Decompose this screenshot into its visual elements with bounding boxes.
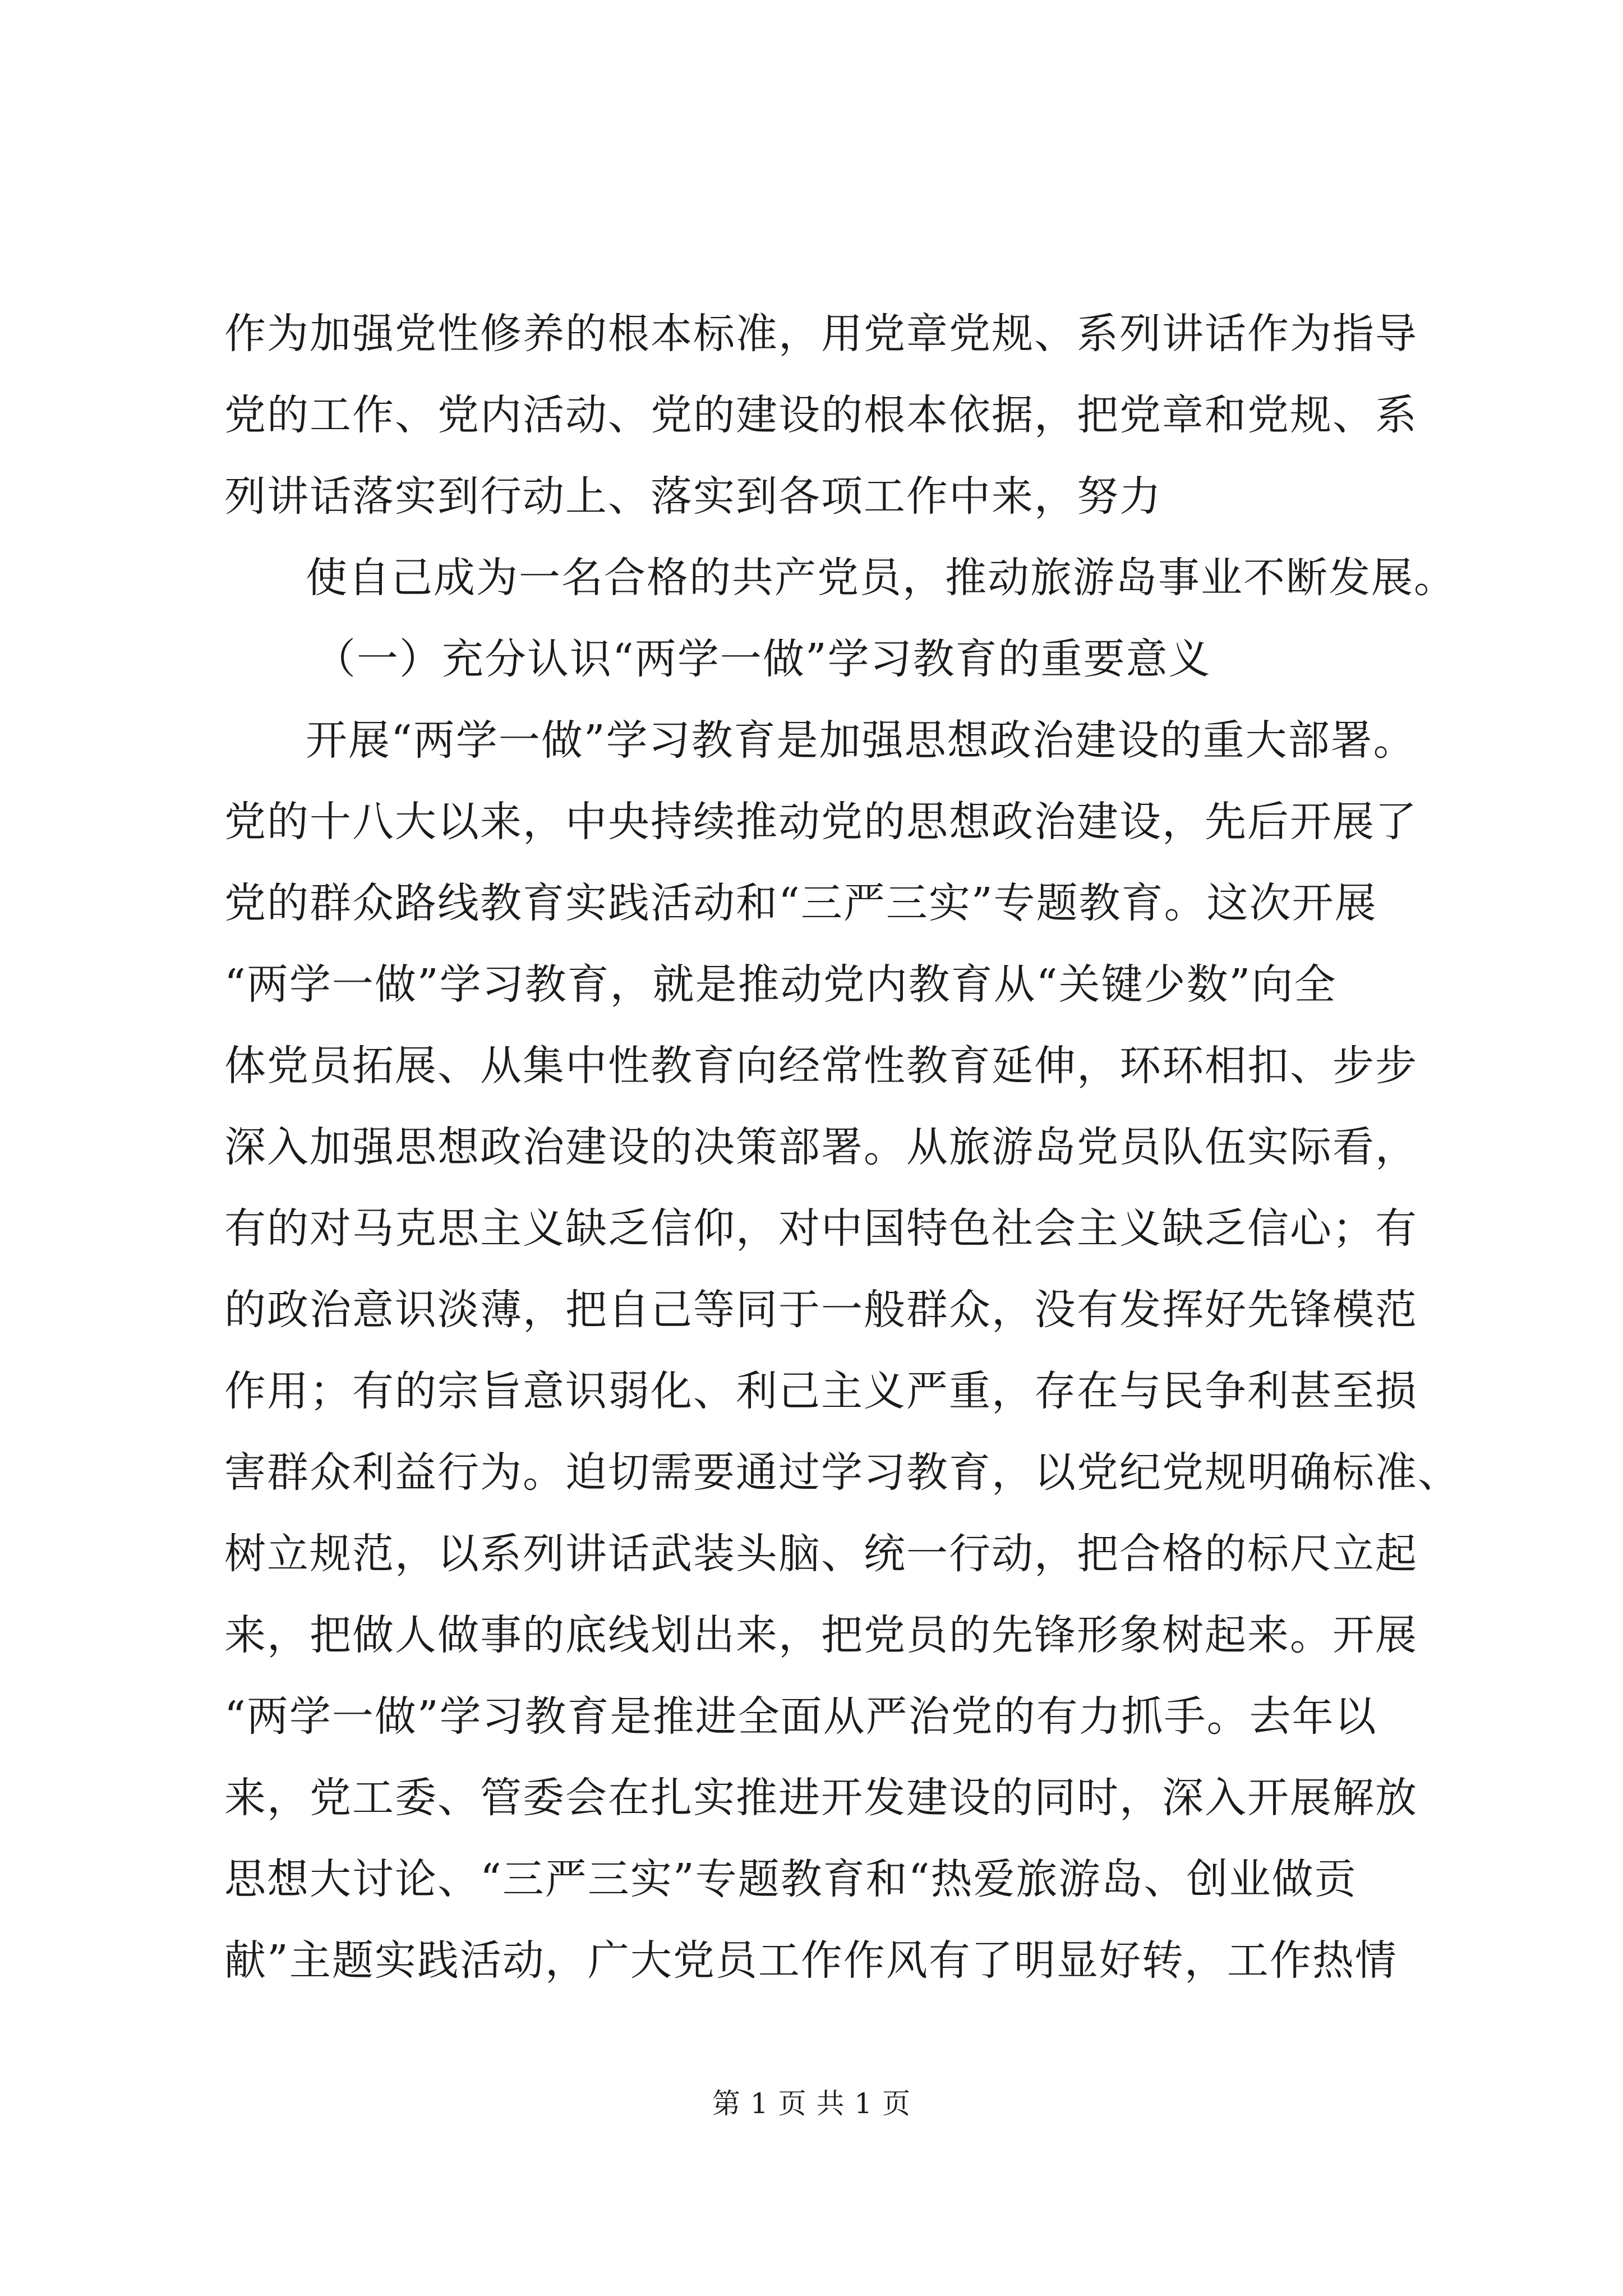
text-line: “两学一做”学习教育，就是推动党内教育从“关键少数”向全	[224, 960, 1337, 1009]
text-line: 献”主题实践活动，广大党员工作作风有了明显好转，工作热情	[224, 1936, 1398, 1985]
text-line: 害群众利益行为。迫切需要通过学习教育，以党纪党规明确标准、	[224, 1448, 1460, 1497]
text-line: 来，把做人做事的底线划出来，把党员的先锋形象树起来。开展	[224, 1611, 1418, 1659]
text-line: 体党员拓展、从集中性教育向经常性教育延伸，环环相扣、步步	[224, 1042, 1418, 1090]
text-line: 来，党工委、管委会在扎实推进开发建设的同时，深入开展解放	[224, 1774, 1418, 1822]
text-line: 党的十八大以来，中央持续推动党的思想政治建设，先后开展了	[224, 798, 1418, 846]
text-line: 党的群众路线教育实践活动和“三严三实”专题教育。这次开展	[224, 879, 1377, 927]
text-line: 的政治意识淡薄，把自己等同于一般群众，没有发挥好先锋模范	[224, 1286, 1418, 1334]
text-line: 开展“两学一做”学习教育是加强思想政治建设的重大部署。	[306, 716, 1416, 765]
text-line: 作用；有的宗旨意识弱化、利己主义严重，存在与民争利甚至损	[224, 1367, 1418, 1415]
text-line: “两学一做”学习教育是推进全面从严治党的有力抓手。去年以	[224, 1692, 1377, 1741]
page-footer: 第 1 页 共 1 页	[712, 2087, 911, 2120]
text-line: 树立规范，以系列讲话武装头脑、统一行动，把合格的标尺立起	[224, 1530, 1418, 1578]
text-line: 有的对马克思主义缺乏信仰，对中国特色社会主义缺乏信心；有	[224, 1204, 1418, 1253]
section-heading: （一）充分认识“两学一做”学习教育的重要意义	[314, 635, 1211, 683]
text-line: 深入加强思想政治建设的决策部署。从旅游岛党员队伍实际看，	[224, 1123, 1418, 1171]
text-line: 思想大讨论、“三严三实”专题教育和“热爱旅游岛、创业做贡	[224, 1855, 1357, 1903]
text-line: 党的工作、党内活动、党的建设的根本依据，把党章和党规、系	[224, 391, 1418, 439]
text-line: 使自己成为一名合格的共产党员，推动旅游岛事业不断发展。	[306, 554, 1456, 602]
text-line: 列讲话落实到行动上、落实到各项工作中来，努力	[224, 472, 1162, 521]
text-line: 作为加强党性修养的根本标准，用党章党规、系列讲话作为指导	[224, 310, 1418, 358]
